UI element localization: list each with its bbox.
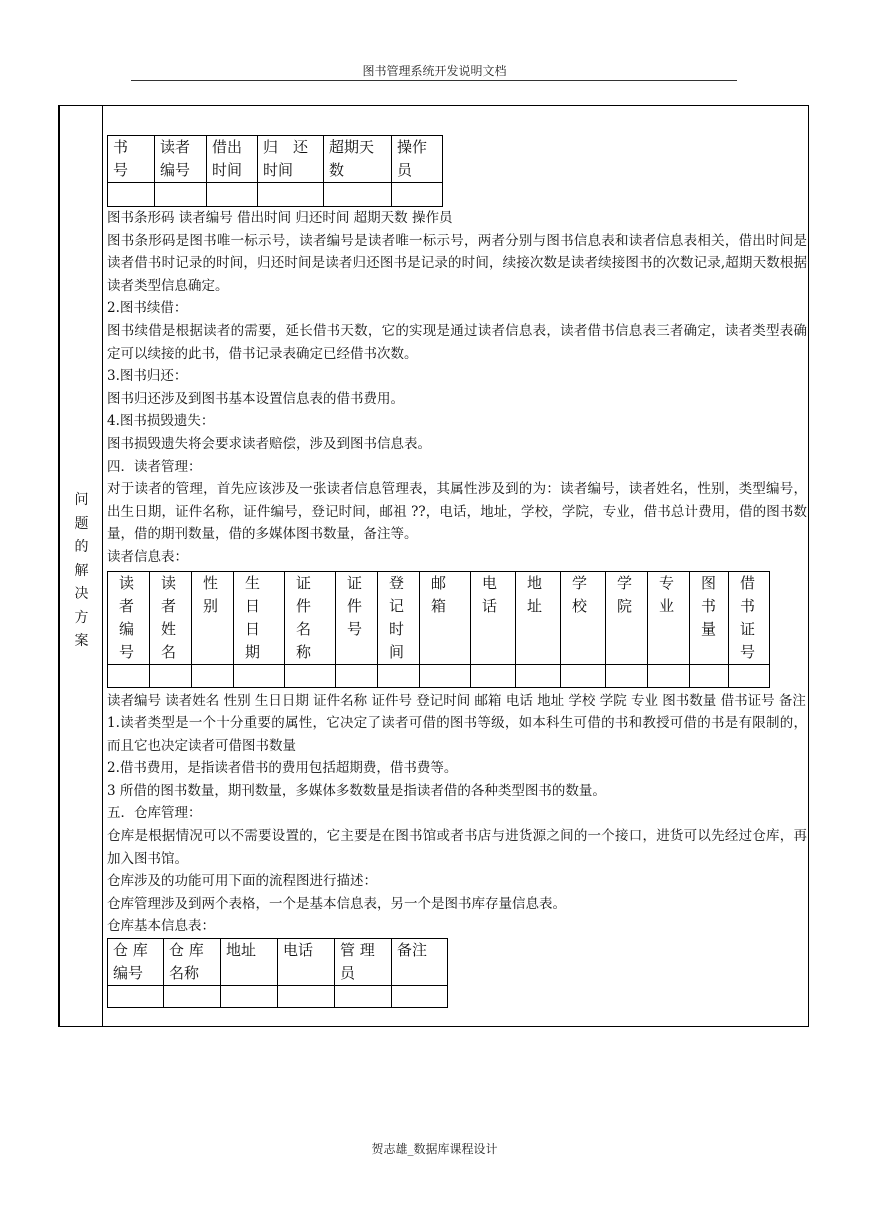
empty-cell — [324, 183, 392, 207]
header-char: 时 — [389, 619, 405, 638]
empty-cell — [192, 664, 234, 687]
header-char: 读 — [161, 573, 177, 592]
header-cell — [420, 571, 471, 664]
header-char: 名 — [161, 642, 177, 661]
header-char: 别 — [203, 596, 219, 615]
header-cell: 备注 — [392, 939, 448, 986]
empty-cell — [606, 664, 648, 687]
header-char: 地 — [527, 573, 543, 592]
empty-cell — [335, 986, 392, 1008]
header-char: 借 — [740, 573, 756, 592]
empty-cell — [155, 183, 207, 207]
empty-cell — [108, 664, 150, 687]
side-label — [60, 489, 103, 654]
side-label-char: 的 — [74, 539, 89, 555]
header-char: 者 — [119, 596, 135, 615]
header-char: 证 — [347, 573, 363, 592]
side-label-char: 方 — [74, 609, 89, 626]
header-char: 学 — [617, 573, 633, 592]
paragraph: 4.图书损毁遗失： — [107, 413, 215, 430]
header-char: 号 — [119, 642, 135, 661]
header-cell: 地址 — [221, 939, 278, 986]
header-char: 读 — [119, 573, 135, 592]
empty-cell — [258, 183, 324, 207]
paragraph: 3.图书归还： — [107, 368, 188, 385]
side-label-char: 案 — [74, 633, 89, 649]
header-cell: 电话 — [278, 939, 335, 986]
side-label-char: 问 — [74, 492, 89, 508]
header-cell — [729, 571, 770, 664]
header-cell — [108, 571, 150, 664]
paragraph: 3 所借的图书数量，期刊数量，多媒体多数数量是指读者借的各种类型图书的数量。 — [107, 782, 606, 799]
header-char: 书 — [701, 596, 717, 615]
page-footer: 贺志雄_数据库课程设计 — [371, 1142, 498, 1156]
header-char: 证 — [740, 619, 756, 638]
paragraph: 仓库是根据情况可以不需要设置的，它主要是在图书馆或者书店与进货源之间的一个接口，进货可以先经过仓库，再加入图书馆。 — [107, 828, 807, 867]
header-cell — [378, 571, 420, 664]
paragraph: 2.图书续借： — [107, 300, 188, 317]
header-char: 箱 — [431, 596, 447, 615]
header-char: 登 — [389, 573, 405, 592]
header-char: 图 — [701, 573, 717, 592]
header-char: 量 — [701, 619, 717, 638]
header-char: 件 — [347, 596, 363, 615]
header-cell — [561, 571, 606, 664]
empty-cell — [234, 664, 285, 687]
empty-cell — [561, 664, 606, 687]
paragraph: 图书损毁遗失将会要求读者赔偿，涉及到图书信息表。 — [107, 435, 431, 452]
empty-cell — [336, 664, 378, 687]
header-char: 件 — [296, 596, 312, 615]
header-char: 姓 — [161, 619, 177, 638]
page-header-title: 图书管理系统开发说明文档 — [362, 64, 507, 78]
document-frame — [58, 105, 809, 1027]
header-cell — [336, 571, 378, 664]
empty-cell — [648, 664, 690, 687]
empty-cell — [516, 664, 561, 687]
header-char: 日 — [245, 596, 261, 615]
header-rule — [131, 80, 737, 81]
empty-cell — [285, 664, 336, 687]
empty-cell — [690, 664, 729, 687]
empty-cell — [278, 986, 335, 1008]
header-char: 址 — [527, 596, 543, 615]
paragraph: 2.借书费用，是指读者借书的费用包括超期费，借书费等。 — [107, 760, 458, 777]
table-caption: 仓库基本信息表： — [107, 918, 215, 935]
paragraph: 仓库管理涉及到两个表格，一个是基本信息表，另一个是图书库存量信息表。 — [107, 895, 566, 912]
header-cell: 操作 员 — [392, 136, 443, 183]
header-cell — [690, 571, 729, 664]
header-cell — [234, 571, 285, 664]
empty-cell — [378, 664, 420, 687]
paragraph: 对于读者的管理，首先应该涉及一张读者信息管理表，其属性涉及到的为：读者编号，读者姓名，性别，类型编号，出生日期，证件名称，证件编号，登记时间，邮祖 ??，电话，地址，学校，学院，专业，借书总计费用，借的图书数量，借的期刊数量，借的多媒体图书数量，备注等。 — [107, 481, 807, 543]
header-char: 号 — [740, 642, 756, 661]
table-caption: 读者信息表： — [107, 548, 188, 565]
paragraph: 图书条形码 读者编号 借出时间 归还时间 超期天数 操作员 — [107, 210, 453, 226]
empty-cell — [221, 986, 278, 1008]
header-cell — [471, 571, 516, 664]
header-char: 邮 — [431, 573, 447, 592]
header-char: 期 — [245, 642, 261, 661]
reader-info-table — [107, 571, 770, 688]
paragraph: 图书归还涉及到图书基本设置信息表的借书费用。 — [107, 390, 404, 407]
header-char: 校 — [572, 596, 588, 615]
header-char: 称 — [296, 642, 312, 661]
header-char: 学 — [572, 573, 588, 592]
header-char: 院 — [617, 596, 633, 615]
header-cell: 管 理 员 — [335, 939, 392, 986]
header-cell: 读者 编号 — [155, 136, 207, 183]
empty-cell — [420, 664, 471, 687]
empty-cell — [392, 183, 443, 207]
header-cell — [516, 571, 561, 664]
paragraph: 仓库涉及的功能可用下面的流程图进行描述： — [107, 873, 377, 890]
header-char: 记 — [389, 596, 405, 615]
header-char: 间 — [389, 642, 405, 661]
empty-cell — [108, 183, 155, 207]
side-column — [60, 106, 103, 1026]
header-char: 者 — [161, 596, 177, 615]
header-cell: 书 号 — [108, 136, 155, 183]
empty-cell — [471, 664, 516, 687]
header-char: 编 — [119, 619, 135, 638]
header-char: 性 — [203, 573, 219, 592]
header-char: 专 — [659, 573, 675, 592]
empty-cell — [207, 183, 258, 207]
header-cell: 仓 库 编号 — [108, 939, 164, 986]
paragraph: 图书条形码是图书唯一标示号，读者编号是读者唯一标示号，两者分别与图书信息表和读者信息表相关，借出时间是读者借书时记录的时间，归还时间是读者归还图书是记录的时间，续接次数是读者续接图书的次数记录,超期天数根据读者类型信息确定。 — [107, 232, 807, 294]
side-label-char: 解 — [74, 562, 89, 579]
header-char: 号 — [347, 619, 363, 638]
empty-cell — [729, 664, 770, 687]
header-char: 书 — [740, 596, 756, 615]
paragraph: 图书续借是根据读者的需要，延长借书天数，它的实现是通过读者信息表，读者借书信息表三者确定，读者类型表确定可以续接的此书，借书记录表确定已经借书次数。 — [107, 322, 807, 362]
header-cell: 超期天 数 — [324, 136, 392, 183]
header-cell — [192, 571, 234, 664]
header-cell: 借出 时间 — [207, 136, 258, 183]
header-cell — [150, 571, 192, 664]
header-char: 证 — [296, 573, 312, 592]
side-label-char: 题 — [74, 515, 89, 532]
borrow-record-table — [107, 135, 443, 207]
header-char: 名 — [296, 619, 312, 638]
header-cell — [648, 571, 690, 664]
header-char: 话 — [482, 596, 498, 615]
paragraph: 读者编号 读者姓名 性别 生日日期 证件名称 证件号 登记时间 邮箱 电话 地址 学校 学院 专业 图书数量 借书证号 备注 — [107, 692, 806, 709]
header-cell — [606, 571, 648, 664]
empty-cell — [164, 986, 221, 1008]
warehouse-info-table — [107, 938, 448, 1008]
paragraph: 1.读者类型是一个十分重要的属性，它决定了读者可借的图书等级，如本科生可借的书和教授可借的书是有限制的，而且它也决定读者可借图书数量 — [107, 715, 807, 754]
header-char: 电 — [482, 573, 498, 592]
section-heading: 五．仓库管理： — [107, 805, 202, 822]
header-char: 业 — [659, 596, 675, 615]
header-char: 生 — [245, 573, 261, 592]
header-cell — [285, 571, 336, 664]
empty-cell — [392, 986, 448, 1008]
header-char: 日 — [245, 619, 261, 638]
empty-cell — [150, 664, 192, 687]
side-label-char: 决 — [74, 586, 89, 602]
section-heading: 四．读者管理： — [107, 458, 202, 475]
header-cell: 归 还 时间 — [258, 136, 324, 183]
empty-cell — [108, 986, 164, 1008]
content-area — [107, 106, 807, 1008]
header-cell: 仓 库 名称 — [164, 939, 221, 986]
